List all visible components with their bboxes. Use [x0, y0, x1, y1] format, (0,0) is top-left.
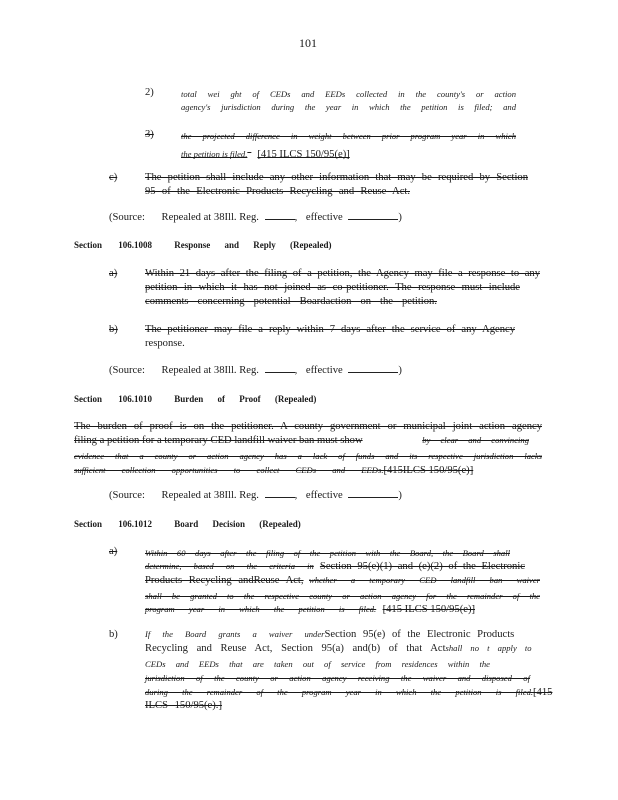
source-repealed-text: Repealed at 38Ill. Reg. [161, 212, 259, 223]
section-number: 106.1008 [118, 240, 152, 250]
burden-line-4-italic: sufficient collection opportunities to collect CEDs and EEDs. [74, 465, 384, 475]
register-blank [265, 497, 295, 498]
source-comma: , [294, 365, 298, 376]
source-note-3 [109, 490, 402, 501]
item-b-1008-marker: b) [109, 324, 118, 335]
source-note-1 [109, 212, 402, 223]
source-comma: , [294, 490, 298, 501]
source-label: (Source: [109, 490, 145, 501]
item-b-1012-marker: b) [109, 629, 118, 640]
section-title: Board Decision (Repealed) [174, 519, 301, 529]
item-a-1012-act-name: Products Recycling andReuse Act, [145, 575, 304, 586]
source-close: ) [398, 212, 402, 223]
item-2-line-2: agency's jurisdiction during the year in which the petition is filed; and [181, 102, 516, 112]
section-label: Section [74, 519, 102, 529]
item-b-1008-line-1: The petitioner may file a reply within 7 days after the service of any Agency [145, 324, 515, 335]
item-b-1012-line-2-text: Recycling and Reuse Act, Section 95(a) and(b) of that Act [145, 643, 446, 654]
source-effective: effective [305, 490, 343, 501]
section-label: Section [74, 394, 102, 404]
item-3-line-2 [181, 144, 377, 162]
item-b-1012-line-3: CEDs and EEDs that are taken out of service from residences within the [145, 659, 490, 669]
item-a-1012-line-3 [145, 575, 540, 586]
item-a-1012-line-4: shall be granted to the respective county or action agency for the remainder of the [145, 591, 540, 601]
item-b-1012-line-6: ILCS 150/95(e).] [145, 700, 222, 711]
item-c-line-2: 95 of the Electronic Products Recycling and Reuse Act. [145, 186, 410, 197]
register-blank [265, 372, 295, 373]
item-a-1008-line-2: petition in which it has not joined as co-petitioner. The response must include [145, 282, 520, 293]
page-number: 101 [299, 36, 317, 50]
item-c-marker: c) [109, 172, 118, 183]
item-b-1012-line-1-italic: If the Board grants a waiver under [145, 629, 325, 639]
section-1008-heading [74, 240, 332, 250]
source-repealed-text: Repealed at 38Ill. Reg. [161, 490, 259, 501]
item-b-1012-citation-start: [415 [533, 687, 553, 698]
section-number: 106.1010 [118, 394, 152, 404]
item-a-1012-line-5-italic: program year in which the petition is filed. [145, 604, 377, 614]
item-c-line-1: The petition shall include any other information that may be required by Section [145, 172, 528, 183]
item-a-1012-line-1: Within 60 days after the filing of the petition with the Board, the Board shall [145, 548, 510, 558]
item-b-1012-line-2 [145, 643, 532, 654]
item-a-1008-line-3: comments concerning potential Boardaction on the petition. [145, 296, 437, 307]
burden-line-2-italic: by clear and convincing [422, 435, 529, 445]
item-a-1008-line-1: Within 21 days after the filing of a petition, the Agency may file a response to any [145, 268, 540, 279]
item-3-marker: 3) [145, 129, 154, 140]
item-b-1012-line-1 [145, 629, 515, 640]
source-effective: effective [305, 365, 343, 376]
item-a-1012-citation: [415 ILCS 150/95(e)] [382, 604, 475, 615]
burden-line-1: The burden of proof is on the petitioner. A county government or municipal joint action agency [74, 421, 542, 432]
section-label: Section [74, 240, 102, 250]
item-a-1008-marker: a) [109, 268, 118, 279]
item-3-line-2-italic: the petition is filed. [181, 149, 248, 159]
item-a-1012-statute: Section 95(e)(1) and (e)(2) of the Electronic [319, 561, 525, 572]
item-b-1012-line-4: jurisdiction of the county or action agency receiving the waiver and disposed of [145, 673, 530, 683]
source-label: (Source: [109, 365, 145, 376]
item-b-1012-line-5-italic: during the remainder of the program year in which the petition is filed. [145, 687, 534, 697]
item-b-1012-line-5 [145, 687, 553, 698]
item-a-1012-line-3-italic: whether a temporary CED landfill ban waiver [309, 575, 540, 585]
effective-date-blank [348, 372, 398, 373]
source-label: (Source: [109, 212, 145, 223]
register-blank [265, 219, 295, 220]
item-b-1012-line-2-italic: shall no t apply to [445, 643, 532, 653]
source-close: ) [398, 490, 402, 501]
burden-line-2 [74, 435, 529, 446]
source-effective: effective [305, 212, 343, 223]
effective-date-blank [348, 219, 398, 220]
burden-line-4 [74, 465, 474, 476]
item-a-1012-line-2-italic: determine, based on the criteria in [145, 561, 314, 571]
burden-line-3: evidence that a county or action agency has a lack of funds and its respective jurisdiction lacks [74, 451, 542, 461]
section-1010-heading [74, 394, 316, 404]
item-2-line-1: total wei ght of CEDs and EEDs collected in the county's or action [181, 89, 516, 99]
section-title: Burden of Proof (Repealed) [174, 394, 317, 404]
item-a-1012-line-5 [145, 604, 475, 615]
section-title: Response and Reply (Repealed) [174, 240, 332, 250]
section-1012-heading [74, 519, 301, 529]
source-repealed-text: Repealed at 38Ill. Reg. [161, 365, 259, 376]
item-3-line-1: the projected difference in weight between prior program year in which [181, 131, 516, 141]
item-a-1012-line-2 [145, 561, 525, 572]
effective-date-blank [348, 497, 398, 498]
item-b-1008-line-2: response. [145, 338, 185, 349]
source-comma: , [294, 212, 298, 223]
source-close: ) [398, 365, 402, 376]
item-b-1012-statute: Section 95(e) of the Electronic Products [324, 629, 515, 640]
item-2-marker: 2) [145, 87, 154, 98]
item-a-1012-marker: a) [109, 546, 118, 557]
item-3-citation: [415 ILCS 150/95(e)] [257, 149, 350, 160]
section-number: 106.1012 [118, 519, 152, 529]
burden-line-2-text: filing a petition for a temporary CED landfill waiver ban must show [74, 435, 363, 446]
source-note-2 [109, 365, 402, 376]
burden-citation: [415ILCS 150/95(e)] [383, 465, 474, 476]
